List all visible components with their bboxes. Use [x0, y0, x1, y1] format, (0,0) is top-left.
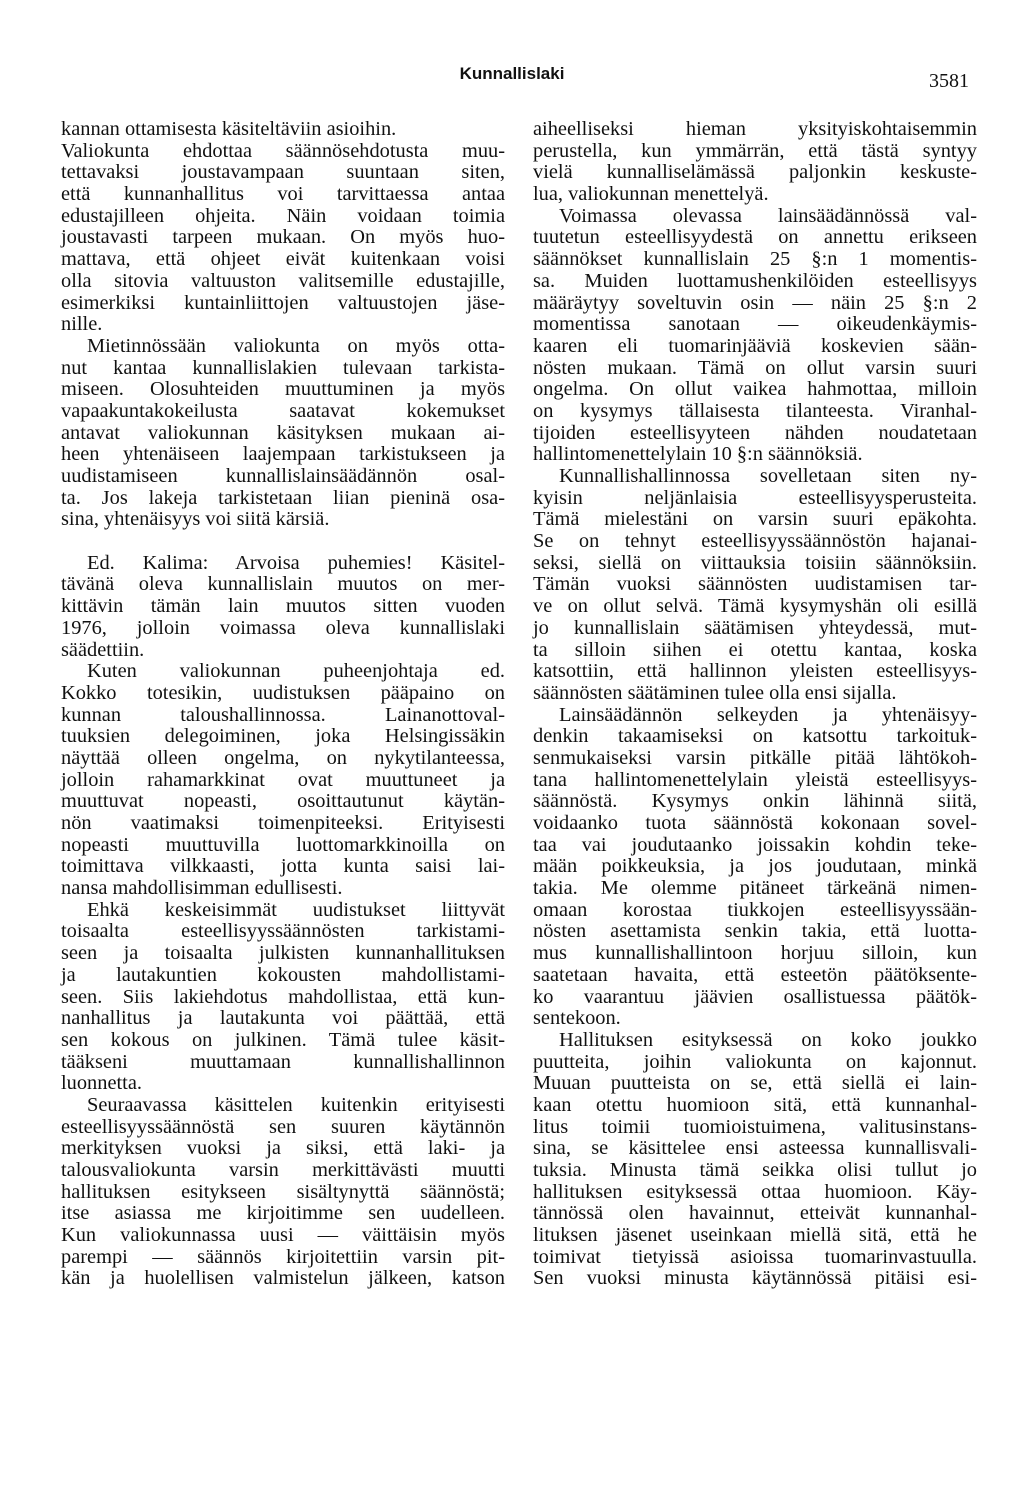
text-line: sentekoon. [533, 1007, 621, 1030]
text-line: tuuksien delegoiminen, joka Helsingissäkin [61, 725, 505, 748]
text-line: nösten mukaan. Tämä on ollut varsin suuri [533, 356, 977, 379]
text-line: Lainsäädännön selkeyden ja yhtenäisyy- [559, 703, 977, 726]
text-line: Valiokunta ehdottaa säännösehdotusta muu- [61, 139, 505, 162]
text-line: mään poikkeuksia, ja jos joudutaan, minkä [533, 855, 977, 878]
text-line: luonnetta. [61, 1072, 142, 1095]
text-line: kittävin tämän lain muutos sitten vuoden [61, 595, 505, 618]
text-line: senmukaiseksi varsin pitkälle pitää lähtökoh- [533, 746, 977, 769]
text-line: nansa mahdollisimman edullisesti. [61, 877, 343, 900]
text-line: parempi — säännös kirjoitettiin varsin pit- [61, 1245, 505, 1268]
text-line: Hallituksen esityksessä on koko joukko [559, 1028, 977, 1051]
text-line: edustajilleen ohjeita. Näin voidaan toimia [61, 204, 505, 227]
text-line: tijoiden esteellisyyteen nähden noudatetaan [533, 421, 977, 444]
text-line: takia. Me olemme pitäneet tärkeänä nimen- [533, 877, 977, 900]
text-line: Ehkä keskeisimmät uudistukset liittyvät [87, 898, 505, 921]
right-text-column [533, 119, 977, 1290]
text-line: että kunnanhallitus voi tarvittaessa antaa [61, 183, 505, 206]
text-line: sina, yhtenäisyys voi siitä kärsiä. [61, 508, 330, 531]
text-line: Kun valiokunnassa uusi — väittäisin myös [61, 1224, 505, 1247]
text-line: kaaren eli tuomarinjääviä koskevien sään- [533, 334, 977, 357]
text-line: Kuten valiokunnan puheenjohtaja ed. [87, 660, 505, 683]
text-line: Mietinnössään valiokunta on myös otta- [87, 334, 505, 357]
text-line: nön vaatimaksi toimenpiteeksi. Erityisesti [61, 812, 505, 834]
text-line: kän ja huolellisen valmistelun jälkeen, katson [61, 1267, 505, 1290]
text-line: tääkseni muuttamaan kunnallishallinnon [61, 1050, 505, 1073]
text-line: perustella, kun ymmärrän, että tästä syntyy [533, 139, 977, 162]
text-line: voidaanko tuota säännöstä kokonaan sovel- [533, 812, 977, 834]
text-line: säädettiin. [61, 638, 145, 661]
text-line: taa vai joudutaanko joissakin kohdin teke- [533, 833, 977, 856]
text-line: on kysymys tällaisesta tilanteesta. Viranhal- [533, 399, 977, 422]
text-line: seksi, siellä on viittauksia toisiin säännöksiin. [533, 551, 977, 574]
text-line: toimivat tietyissä asioissa tuomarinvastuulla. [533, 1245, 977, 1268]
text-line: ta. Jos lakeja tarkistetaan liian pieninä osa- [61, 486, 505, 509]
text-line: hallituksen esitykseen sisältynyttä säännöstä; [61, 1180, 505, 1203]
text-line: joustavasti tarpeen mukaan. On myös huo- [61, 226, 505, 249]
text-line: saatetaan havaita, että esteetön päätöksente- [533, 963, 977, 986]
text-line: esteellisyyssäännöstä sen suuren käytännön [61, 1115, 505, 1138]
text-line: muuttuvat nopeasti, osoittautunut käytän- [61, 790, 505, 813]
text-line: kaan otettu huomioon sitä, että kunnanhal- [533, 1093, 977, 1116]
text-line: merkityksen vuoksi ja siksi, että laki- ja [61, 1137, 505, 1160]
text-line: kannan ottamisesta käsiteltäviin asioihin. [61, 118, 397, 140]
text-line: mattava, että ohjeet eivät kuitenkaan voisi [61, 248, 505, 271]
text-line: mus kunnallishallintoon horjuu silloin, kun [533, 942, 977, 965]
text-line: nösten asettamista senkin takia, että luotta- [533, 920, 977, 943]
text-line: puutteita, joihin valiokunta on kajonnut. [533, 1050, 977, 1073]
text-line: seen. Siis lakiehdotus mahdollistaa, että kun- [61, 985, 505, 1008]
text-line: vapaakuntakokeilusta saatavat kokemukset [61, 399, 505, 422]
text-line: Voimassa olevassa lainsäädännössä val- [559, 204, 977, 227]
text-line: katsottiin, että hallinnon yleisten esteellisyys- [533, 660, 977, 683]
text-line: denkin takaamiseksi on katsottu tarkoituk- [533, 725, 977, 748]
text-line: sina, se käsittelee ensi asteessa kunnallisvali- [533, 1137, 977, 1160]
text-line: Sen vuoksi minusta käytännössä pitäisi esi- [533, 1267, 977, 1290]
text-line: nut kantaa kunnallislakien tulevaan tarkista- [61, 356, 505, 379]
text-line: ve on ollut selvä. Tämä kysymyshän oli esillä [533, 595, 977, 618]
text-line: ongelma. On ollut vaikea hahmottaa, milloin [533, 378, 977, 401]
text-line: määräytyy soveltuvin osin — näin 25 §:n 2 [533, 291, 977, 314]
text-line: säännösten säätäminen tulee olla ensi sijalla. [533, 681, 897, 704]
text-line: Tämä mielestäni on varsin suuri epäkohta. [533, 508, 977, 531]
text-line: tännössä olen havainnut, etteivät kunnanhal- [533, 1202, 977, 1225]
text-line: antavat valiokunnan käsityksen mukaan ai- [61, 421, 505, 444]
text-line: lua, valiokunnan menettelyä. [533, 183, 769, 206]
text-line: lituksen jäsenet useinkaan miellä sitä, että he [533, 1224, 977, 1247]
text-line: näyttää olleen ongelma, on nykytilanteessa, [61, 746, 505, 769]
text-line: nopeasti muuttuvilla luottomarkkinoilla on [61, 833, 505, 856]
text-line: litus toimii tuomioistuimena, valitusinstans- [533, 1115, 977, 1138]
text-line: Muuan puutteista on se, että siellä ei lain- [533, 1072, 977, 1095]
text-line: miseen. Olosuhteiden muuttuminen ja myös [61, 378, 505, 401]
text-line: hallintomenettelylain 10 §:n säännöksiä. [533, 443, 863, 466]
text-line: talousvaliokunta varsin merkittävästi muutti [61, 1159, 505, 1181]
text-line: hallituksen esityksessä ottaa huomioon. Käy- [533, 1180, 977, 1203]
text-line: toimittava vilkkaasti, jotta kunta saisi lai- [61, 855, 505, 878]
text-line: nanhallitus ja lautakunta voi päättää, että [61, 1007, 505, 1030]
text-line: säännökset kunnallislain 25 §:n 1 momentis- [533, 248, 977, 271]
text-line: momentissa sanotaan — oikeudenkäymis- [533, 313, 977, 336]
text-line: 1976, jolloin voimassa oleva kunnallislaki [61, 616, 505, 639]
text-line: Ed. Kalima: Arvoisa puhemies! Käsitel- [87, 551, 505, 574]
text-line: aiheelliseksi hieman yksityiskohtaisemmin [533, 118, 977, 140]
text-line: kunnan taloushallinnossa. Lainanottoval- [61, 703, 505, 726]
left-text-column [61, 119, 505, 1290]
text-line: seen ja toisaalta julkisten kunnanhallituksen [61, 942, 505, 965]
paragraph-gap [61, 531, 505, 553]
text-line: ta silloin siihen ei otettu kantaa, koska [533, 638, 977, 661]
text-line: olla sitovia valtuuston valitsemille edustajille, [61, 269, 505, 292]
text-line: Se on tehnyt esteellisyyssäännöstön hajanai- [533, 530, 977, 553]
text-line: Kunnallishallinnossa sovelletaan siten ny- [559, 465, 977, 487]
text-line: sen kokous on julkinen. Tämä tulee käsit- [61, 1028, 505, 1051]
text-line: jolloin rahamarkkinat ovat muuttuneet ja [61, 768, 505, 791]
text-line: tana hallintomenettelylain yleistä esteellisyys- [533, 768, 977, 791]
running-title: Kunnallislaki [459, 64, 565, 83]
text-line: sa. Muiden luottamushenkilöiden esteellisyys [533, 269, 977, 292]
text-line: Seuraavassa käsittelen kuitenkin erityisesti [87, 1093, 505, 1116]
text-line: tuksia. Minusta tämä seikka olisi tullut jo [533, 1159, 977, 1181]
text-line: tävänä oleva kunnallislain muutos on mer- [61, 573, 505, 596]
text-line: heen yhtenäiseen laajempaan tarkistukseen ja [61, 443, 505, 466]
text-line: uudistamiseen kunnallislainsäädännön osal- [61, 465, 505, 487]
text-line: vielä kunnalliselämässä paljonkin keskuste- [533, 161, 977, 184]
text-line: säännöstä. Kysymys onkin lähinnä siitä, [533, 790, 977, 813]
text-line: tettavaksi joustavampaan suuntaan siten, [61, 161, 505, 184]
text-line: toisaalta esteellisyyssäännösten tarkistami- [61, 920, 505, 943]
text-line: ko vaarantuu jäävien osallistuessa päätök- [533, 985, 977, 1008]
text-line: ja lautakuntien kokousten mahdollistami- [61, 963, 505, 986]
text-line: nille. [61, 313, 103, 336]
text-line: tuutetun esteellisyydestä on annettu erikseen [533, 226, 977, 249]
text-line: jo kunnallislain säätämisen yhteydessä, mut- [533, 616, 977, 639]
text-line: Tämän vuoksi säännösten uudistamisen tar- [533, 573, 977, 596]
text-line: kyisin neljänlaisia esteellisyysperusteita. [533, 486, 977, 509]
page-number: 3581 [929, 70, 969, 92]
text-line: omaan korostaa tiukkojen esteellisyyssään- [533, 898, 977, 921]
text-line: esimerkiksi kuntainliittojen valtuustojen jäse- [61, 291, 505, 314]
text-line: Kokko totesikin, uudistuksen pääpaino on [61, 681, 505, 704]
text-line: itse asiassa me kirjoitimme sen uudelleen. [61, 1202, 505, 1225]
